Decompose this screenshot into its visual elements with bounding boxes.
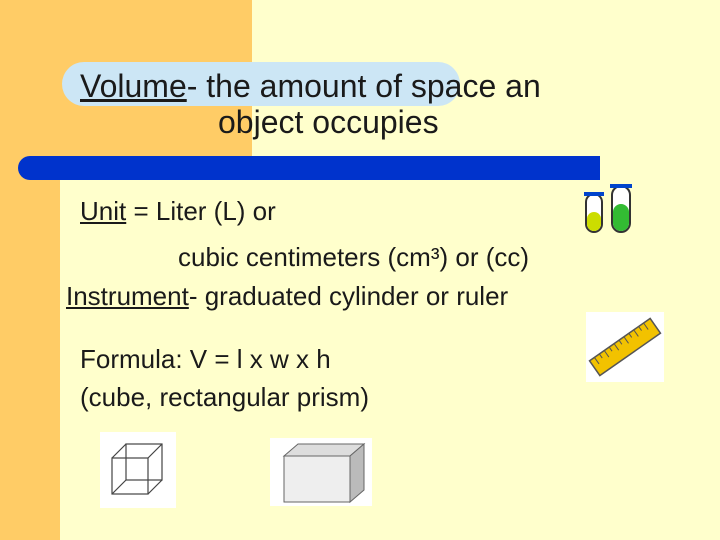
wireframe-cube-icon <box>100 432 176 508</box>
title-rest: - the amount of space an <box>186 68 541 104</box>
title-term: Volume <box>80 68 187 104</box>
formula-note: (cube, rectangular prism) <box>80 382 369 412</box>
instrument-rest: - graduated cylinder or ruler <box>188 281 509 311</box>
unit-line <box>80 196 276 226</box>
unit-rest: = Liter (L) or <box>126 196 276 226</box>
unit-term: Unit <box>80 196 127 226</box>
rectangular-prism-icon <box>270 438 372 506</box>
left-stripe <box>0 0 60 540</box>
ruler-icon <box>586 312 664 382</box>
instrument-line <box>66 281 508 311</box>
unit-line2: cubic centimeters (cm³) or (cc) <box>178 242 530 272</box>
test-tubes-icon <box>580 180 640 236</box>
formula: Formula: V = l x w x h <box>80 344 331 374</box>
divider-bar <box>18 156 600 180</box>
title-line2: object occupies <box>218 104 439 140</box>
instrument-term: Instrument <box>66 281 189 311</box>
